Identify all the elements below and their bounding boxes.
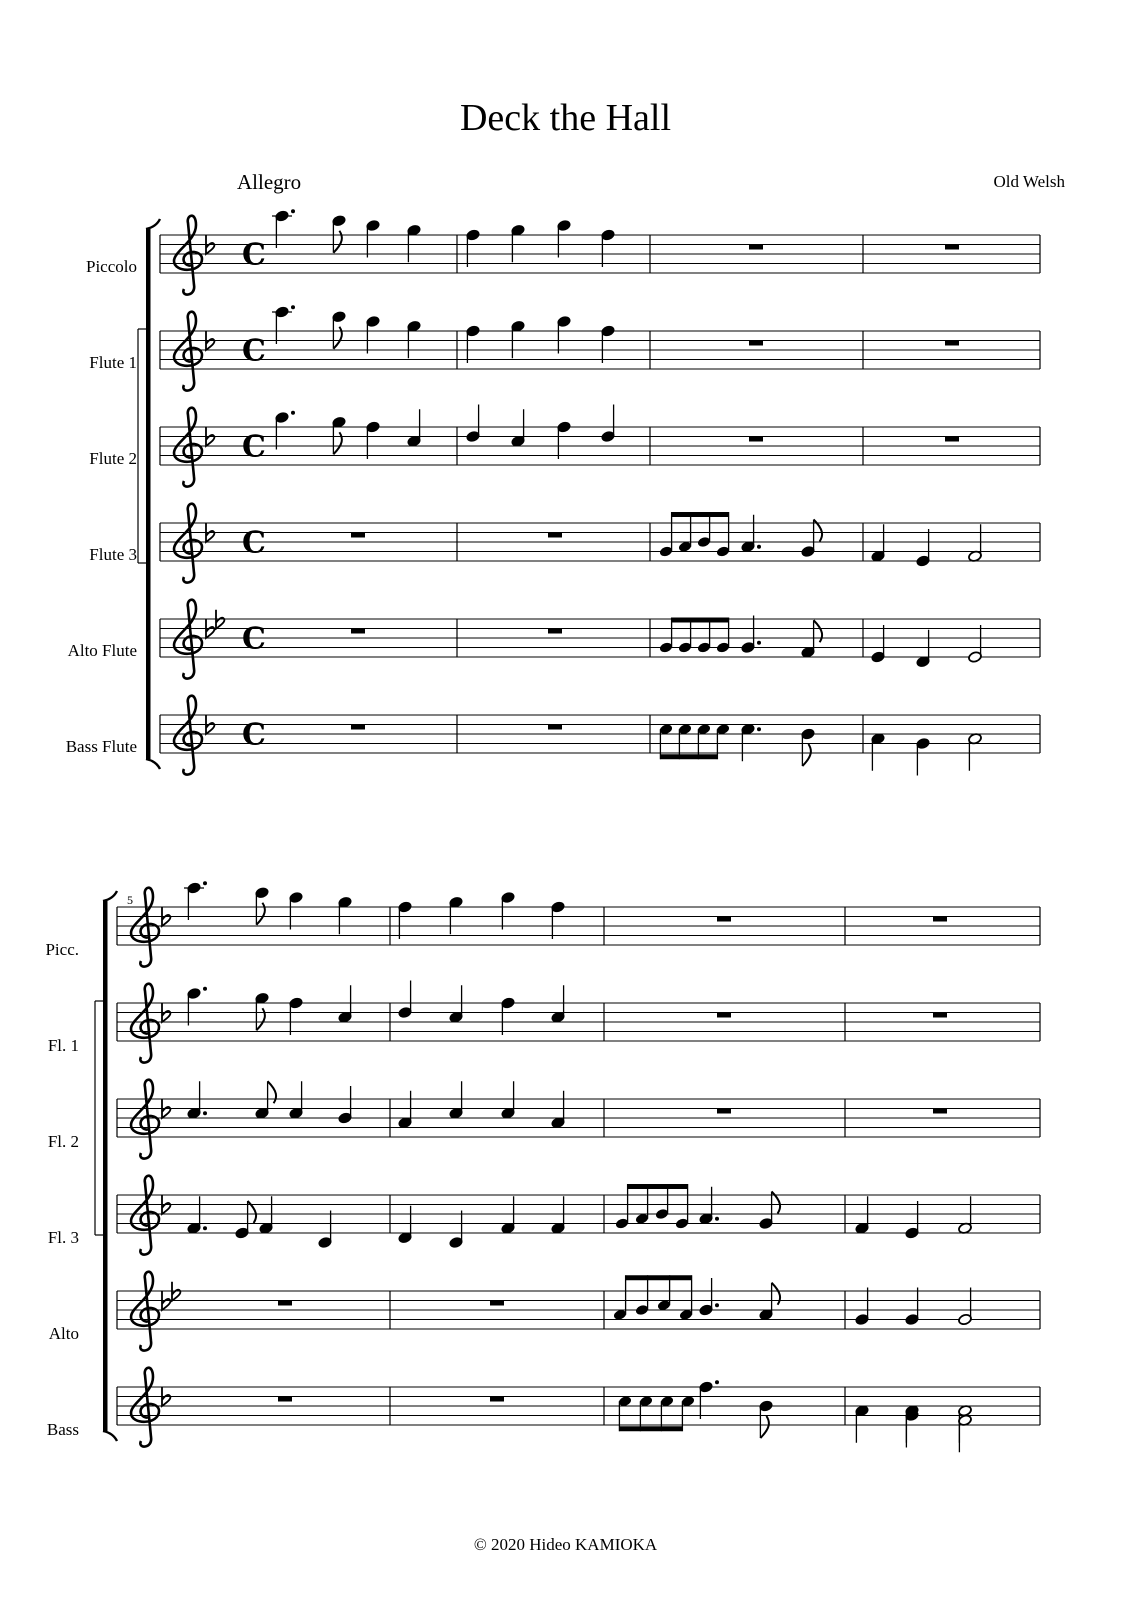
whole-rest-icon: [351, 725, 365, 730]
system-bracket: [103, 891, 117, 901]
note-flag: [256, 1008, 264, 1030]
augmentation-dot: [203, 881, 207, 885]
instrument-label-flute-3: Flute 3: [89, 545, 137, 564]
note-flag: [333, 432, 341, 454]
common-time-icon: C: [242, 717, 266, 753]
whole-rest-icon: [278, 1301, 292, 1306]
augmentation-dot: [715, 1217, 719, 1221]
treble-clef-icon: [131, 984, 159, 1063]
instrument-label-alto-flute: Alto Flute: [67, 641, 137, 660]
treble-clef-icon: [131, 1368, 159, 1447]
treble-clef-icon: [131, 1080, 159, 1159]
treble-clef-icon: [174, 408, 202, 487]
augmentation-dot: [757, 545, 761, 549]
treble-clef-icon: [174, 600, 202, 679]
whole-rest-icon: [351, 533, 365, 538]
instrument-label-flute-1: Flute 1: [89, 353, 137, 372]
note-beam: [672, 512, 729, 517]
whole-rest-icon: [945, 437, 959, 442]
note-flag: [802, 744, 810, 766]
augmentation-dot: [203, 1226, 207, 1230]
augmentation-dot: [715, 1380, 719, 1384]
note-beam: [628, 1184, 688, 1189]
augmentation-dot: [203, 1111, 207, 1115]
treble-clef-icon: [131, 1272, 159, 1351]
common-time-icon: C: [242, 621, 266, 657]
system-bracket: [103, 1431, 117, 1441]
whole-rest-icon: [933, 1013, 947, 1018]
whole-rest-icon: [548, 629, 562, 634]
augmentation-dot: [203, 987, 207, 991]
treble-clef-icon: [174, 216, 202, 295]
instrument-label-fl-2: Fl. 2: [47, 1132, 79, 1151]
whole-rest-icon: [749, 341, 763, 346]
system-bracket: [103, 901, 108, 1431]
whole-rest-icon: [548, 533, 562, 538]
whole-rest-icon: [490, 1397, 504, 1402]
page-title: Deck the Hall: [459, 97, 672, 139]
whole-rest-icon: [749, 245, 763, 250]
instrument-label-alto: Alto: [48, 1324, 79, 1343]
augmentation-dot: [715, 1303, 719, 1307]
whole-rest-icon: [717, 917, 731, 922]
common-time-icon: C: [242, 237, 266, 273]
whole-rest-icon: [717, 1109, 731, 1114]
note-flag: [760, 1416, 768, 1438]
copyright-notice: © 2020 Hideo KAMIOKA: [473, 1535, 658, 1554]
augmentation-dot: [291, 411, 295, 415]
treble-clef-icon: [131, 888, 159, 967]
whole-rest-icon: [945, 245, 959, 250]
whole-rest-icon: [945, 341, 959, 346]
note-flag: [333, 231, 341, 253]
whole-rest-icon: [548, 725, 562, 730]
instrument-label-fl-1: Fl. 1: [47, 1036, 79, 1055]
augmentation-dot: [757, 641, 761, 645]
note-flag: [268, 1081, 276, 1103]
system-bracket: [146, 219, 160, 229]
treble-clef-icon: [174, 696, 202, 775]
instrument-label-fl-3: Fl. 3: [47, 1228, 79, 1247]
note-beam: [626, 1275, 692, 1280]
whole-rest-icon: [933, 1109, 947, 1114]
instrument-label-piccolo: Piccolo: [86, 257, 137, 276]
treble-clef-icon: [131, 1176, 159, 1255]
note-flag: [772, 1283, 780, 1305]
system-bracket: [146, 759, 160, 769]
note-beam: [660, 754, 717, 759]
instrument-label-picc: Picc.: [45, 940, 79, 959]
whole-rest-icon: [933, 917, 947, 922]
tempo-marking: Allegro: [237, 170, 302, 194]
instrument-label-bass-flute: Bass Flute: [65, 737, 137, 756]
note-beam: [672, 618, 729, 623]
instrument-label-bass: Bass: [46, 1420, 79, 1439]
augmentation-dot: [291, 209, 295, 213]
composer-credit: Old Welsh: [993, 172, 1065, 191]
system-bracket: [146, 229, 151, 759]
whole-rest-icon: [351, 629, 365, 634]
whole-rest-icon: [717, 1013, 731, 1018]
whole-rest-icon: [749, 437, 763, 442]
measure-number: 5: [127, 893, 133, 907]
common-time-icon: C: [242, 525, 266, 561]
treble-clef-icon: [174, 504, 202, 583]
whole-rest-icon: [490, 1301, 504, 1306]
common-time-icon: C: [242, 429, 266, 465]
instrument-label-flute-2: Flute 2: [89, 449, 137, 468]
note-flag: [333, 327, 341, 349]
note-flag: [814, 620, 822, 642]
whole-rest-icon: [278, 1397, 292, 1402]
treble-clef-icon: [174, 312, 202, 391]
augmentation-dot: [757, 727, 761, 731]
note-flag: [256, 903, 264, 925]
note-beam: [619, 1426, 682, 1431]
common-time-icon: C: [242, 333, 266, 369]
augmentation-dot: [291, 305, 295, 309]
